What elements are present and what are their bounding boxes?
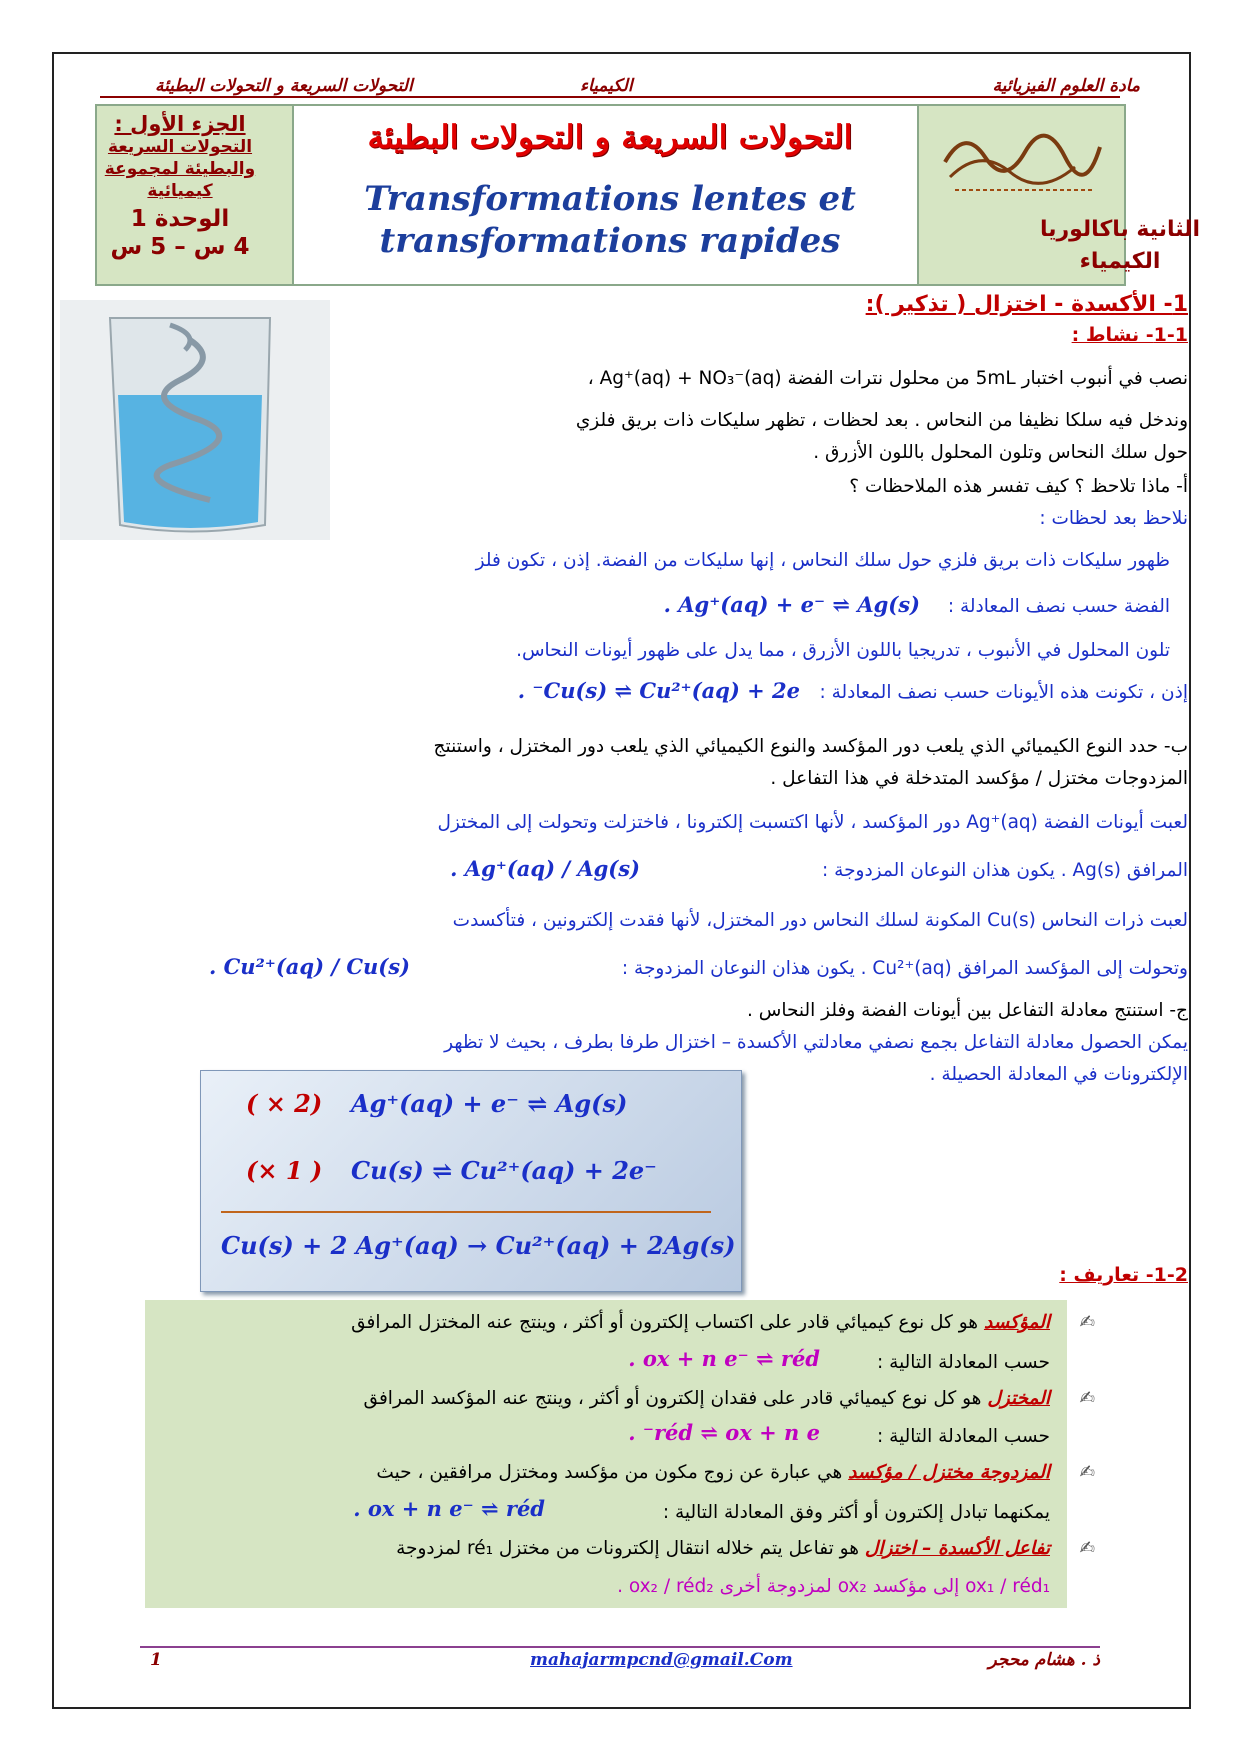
page-number: 1: [150, 1650, 162, 1670]
activity-line-3: حول سلك النحاس وتلون المحلول باللون الأزرق .: [813, 442, 1188, 463]
def-1-term: المؤكسد: [983, 1312, 1050, 1333]
section-1-2-title: 1-2- تعاريف :: [1059, 1264, 1188, 1286]
def-2-equation: réd ⇌ ox + n e⁻ .: [628, 1420, 820, 1445]
def-3-line-2: يمكنهما تبادل إلكترون أو أكثر وفق المعادلة التالية :: [662, 1502, 1050, 1523]
subject-label: مادة العلوم الفيزيائية: [992, 76, 1140, 96]
observation-3: إذن ، تكونت هذه الأيونات حسب نصف المعادلة :: [819, 682, 1188, 703]
observation-3-equation: Cu(s) ⇌ Cu²⁺(aq) + 2e⁻ .: [517, 678, 800, 703]
answer-c-line-1: يمكن الحصول معادلة التفاعل بجمع نصفي معادلتي الأكسدة – اختزال طرفا بطرف ، بحيث لا تظهر: [444, 1032, 1188, 1053]
question-b-line-2: المزدوجات مختزل / مؤكسد المتدخلة في هذا التفاعل .: [770, 768, 1188, 789]
pencil-icon: ✍: [1079, 1462, 1095, 1483]
answer-b1-line-1: لعبت أيونات الفضة Ag⁺(aq) دور المؤكسد ، لأنها اكتسبت إلكترونا ، فاختزلت وتحولت إلى المختزل: [437, 812, 1188, 833]
basmala-calligraphy-icon: [935, 122, 1110, 197]
def-1-line-1: المؤكسد هو كل نوع كيميائي قادر على اكتساب إلكترون أو أكثر ، وينتج عنه المختزل المرافق: [351, 1312, 1050, 1333]
observation-intro: نلاحظ بعد لحظات :: [1039, 508, 1188, 529]
header-rule: [100, 96, 1120, 98]
section-1-title: 1- الأكسدة - اختزال ( تذكير ):: [865, 292, 1188, 317]
pencil-icon: ✍: [1079, 1312, 1095, 1333]
activity-line-1: نصب في أنبوب اختبار 5mL من محلول نترات الفضة Ag⁺(aq) + NO₃⁻(aq) ،: [587, 368, 1188, 389]
question-a: أ- ماذا تلاحظ ؟ كيف تفسر هذه الملاحظات ؟: [849, 476, 1188, 497]
def-3-term: المزدوجة مختزل / مؤكسد: [848, 1462, 1050, 1483]
duration-label: 4 س – 5 س: [110, 234, 250, 260]
multiplier-1: ( × 2): [246, 1089, 323, 1118]
observation-1-line-2: الفضة حسب نصف المعادلة :: [947, 596, 1170, 617]
answer-b1-line-2: المرافق Ag(s) . يكون هذان النوعان المزدوجة :: [822, 860, 1188, 881]
answer-c-line-2: الإلكترونات في المعادلة الحصيلة .: [929, 1064, 1188, 1085]
pencil-icon: ✍: [1079, 1388, 1095, 1409]
part-info: [100, 112, 260, 260]
def-2-term: المختزل: [987, 1388, 1050, 1409]
unit-label: الوحدة 1: [130, 206, 230, 232]
def-1-equation: ox + n e⁻ ⇌ réd .: [628, 1346, 820, 1371]
main-title-fr: Transformations lentes et transformations rapides: [364, 179, 856, 261]
def-4-term: تفاعل الأكسدة – اختزال: [864, 1538, 1050, 1559]
def-3-equation: ox + n e⁻ ⇌ réd .: [353, 1496, 545, 1521]
def-1-line-2: حسب المعادلة التالية :: [877, 1352, 1050, 1373]
section-1-1-title: 1-1- نشاط :: [1071, 324, 1188, 346]
observation-2: تلون المحلول في الأنبوب ، تدريجيا باللون الأزرق ، مما يدل على ظهور أيونات النحاس.: [516, 640, 1170, 661]
level-label: الثانية باكالوريا الكيمياء: [1039, 217, 1201, 274]
half-equation-1: Ag⁺(aq) + e⁻ ⇌ Ag(s): [351, 1089, 628, 1118]
multiplier-2: (× 1 ): [246, 1156, 323, 1185]
answer-b2-line-2: وتحولت إلى المؤكسد المرافق Cu²⁺(aq) . يكون هذان النوعان المزدوجة :: [621, 958, 1188, 979]
def-4-line-1: تفاعل الأكسدة – اختزال هو تفاعل يتم خلاله انتقال إلكترونات من مختزل ré₁ لمزدوجة: [396, 1538, 1050, 1559]
overall-equation: Cu(s) + 2 Ag⁺(aq) → Cu²⁺(aq) + 2Ag(s): [221, 1231, 736, 1260]
author-email-link[interactable]: mahajarmpcnd@gmail.Com: [530, 1650, 793, 1670]
main-title-ar: التحولات السريعة و التحولات البطيئة: [367, 118, 853, 156]
def-2-line-1: المختزل هو كل نوع كيميائي قادر على فقدان إلكترون أو أكثر ، وينتج عنه المؤكسد المرافق: [363, 1388, 1050, 1409]
answer-b2-equation: Cu²⁺(aq) / Cu(s) .: [208, 954, 410, 979]
footer-rule: [140, 1646, 1100, 1648]
sum-rule: [221, 1211, 711, 1213]
branch-label: الكيمياء: [580, 76, 633, 96]
answer-b1-equation: Ag⁺(aq) / Ag(s) .: [450, 856, 640, 881]
question-c: ج- استنتج معادلة التفاعل بين أيونات الفضة وفلز النحاس .: [746, 1000, 1188, 1021]
topic-label: التحولات السريعة و التحولات البطيئة: [155, 76, 413, 96]
part-desc: التحولات السريعة والبطيئة لمجموعة كيميائية: [104, 137, 256, 201]
activity-line-2: وندخل فيه سلكا نظيفا من النحاس . بعد لحظات ، تظهر سليكات ذات بريق فلزي: [575, 410, 1188, 431]
question-b-line-1: ب- حدد النوع الكيميائي الذي يلعب دور المؤكسد والنوع الكيميائي الذي يلعب دور المختزل ، واستنتج: [433, 736, 1188, 757]
part-label: الجزء الأول :: [114, 112, 246, 136]
equation-sum-box: [200, 1070, 742, 1292]
def-2-line-2: حسب المعادلة التالية :: [877, 1426, 1050, 1447]
beaker-copper-wire-image: [60, 300, 330, 540]
pencil-icon: ✍: [1079, 1538, 1095, 1559]
observation-1-equation: Ag⁺(aq) + e⁻ ⇌ Ag(s) .: [663, 592, 920, 617]
answer-b2-line-1: لعبت ذرات النحاس Cu(s) المكونة لسلك النحاس دور المختزل، لأنها فقدت إلكترونين ، فتأكسدت: [452, 910, 1188, 931]
half-equation-2: Cu(s) ⇌ Cu²⁺(aq) + 2e⁻: [351, 1156, 657, 1185]
def-4-line-2: ox₁ / réd₁ إلى مؤكسد ox₂ لمزدوجة أخرى ox₂ / réd₂ .: [617, 1576, 1050, 1597]
def-3-line-1: المزدوجة مختزل / مؤكسد هي عبارة عن زوج مكون من مؤكسد ومختزل مرافقين ، حيث: [376, 1462, 1050, 1483]
observation-1-line-1: ظهور سليكات ذات بريق فلزي حول سلك النحاس ، إنها سليكات من الفضة. إذن ، تكون فلز: [475, 550, 1170, 571]
author-name: ذ . هشام محجر: [988, 1650, 1100, 1670]
